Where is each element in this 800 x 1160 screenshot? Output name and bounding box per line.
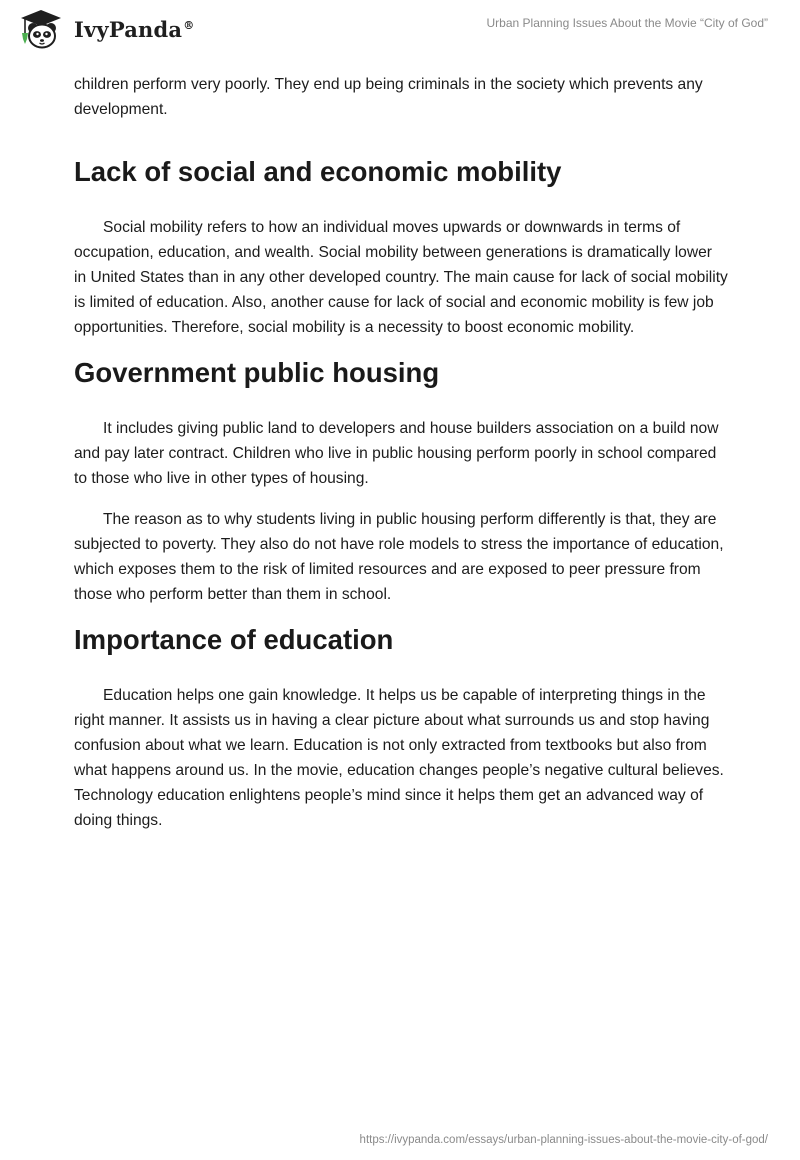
section-heading-social-mobility: Lack of social and economic mobility — [74, 156, 562, 187]
section-heading-public-housing: Government public housing — [74, 357, 440, 388]
section-paragraph: Education helps one gain knowledge. It helps us be capable of interpreting things in the right manner. It assists us in having a clear picture about what surrounds us and stop having confusion about what we learn. Education is not only extracted from textbooks but also from what happens around us. In the movie, education changes people’s negative cultural believes. Technology education enlightens people’s mind since it helps them get an advanced way of doing things. — [74, 687, 724, 829]
section-heading-education: Importance of education — [74, 624, 394, 655]
section-paragraph: The reason as to why students living in public housing perform differently is that, they are subjected to poverty. They also do not have role models to stress the importance of education, which exposes them to the risk of limited resources and are exposed to peer pressure from those who perform better than them in school. — [74, 511, 724, 603]
section-paragraph: Social mobility refers to how an individual moves upwards or downwards in terms of occupation, education, and wealth. Social mobility between generations is dramatically lower in United States than in any other developed country. The main cause for lack of social mobility is limited of education. Also, another cause for lack of social and economic mobility is few job opportunities. Therefore, social mobility is a necessity to boost economic mobility. — [74, 219, 728, 336]
brand-name: IvyPanda® — [74, 16, 195, 42]
page-header — [0, 0, 800, 66]
panda-logo-icon — [14, 8, 68, 50]
section-paragraph: It includes giving public land to developers and house builders association on a build now and pay later contract. Children who live in public housing perform poorly in school compared to those who live in other types of housing. — [74, 420, 719, 487]
intro-paragraph: children perform very poorly. They end up being criminals in the society which prevents any development. — [74, 76, 703, 118]
logo[interactable] — [14, 8, 194, 50]
document-title: Urban Planning Issues About the Movie “City of God” — [486, 16, 768, 30]
essay-content — [74, 72, 728, 849]
footer-url-link[interactable]: https://ivypanda.com/essays/urban-planning-issues-about-the-movie-city-of-god/ — [359, 1134, 768, 1146]
